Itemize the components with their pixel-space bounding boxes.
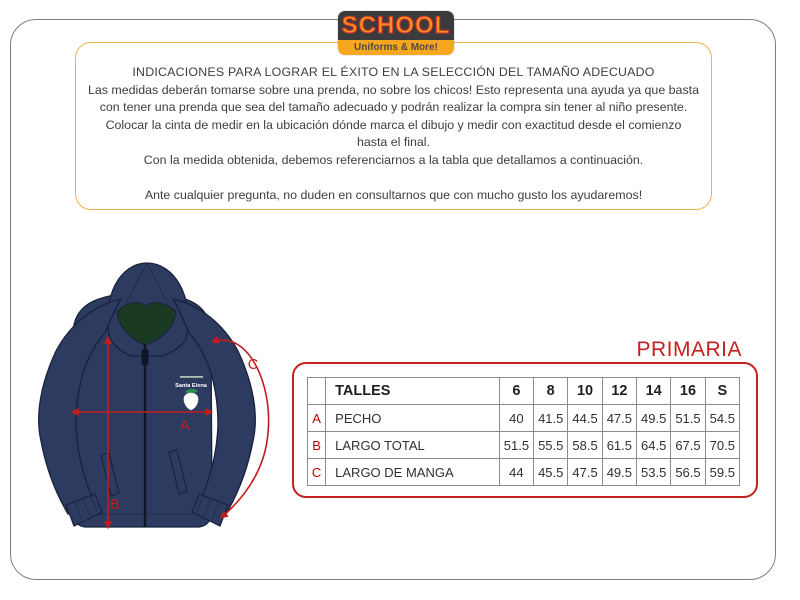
row-label: LARGO TOTAL	[326, 432, 500, 459]
table-header-row	[308, 378, 740, 405]
row-label: PECHO	[326, 405, 500, 432]
instructions-box	[75, 42, 712, 210]
measure-c-label: C	[247, 357, 259, 373]
size-table-frame	[292, 362, 758, 498]
instructions-line: con tener una prenda que sea del tamaño adecuado y podrán realizar la compra sin tener al niño presente.	[99, 100, 688, 115]
header-size-cell: 14	[637, 378, 671, 405]
value-cell: 40	[499, 405, 533, 432]
instructions-line: Colocar la cinta de medir en la ubicación dónde marca el dibujo y medir con exactitud desde el comienzo	[105, 117, 682, 132]
instructions-title: INDICACIONES PARA LOGRAR EL ÉXITO EN LA SELECCIÓN DEL TAMAÑO ADECUADO	[132, 65, 655, 79]
measure-b-label: B	[110, 497, 120, 513]
header-label-cell: TALLES	[326, 378, 500, 405]
measure-a-label: A	[180, 418, 190, 434]
value-cell: 45.5	[534, 459, 568, 486]
value-cell: 54.5	[705, 405, 739, 432]
table-row	[308, 405, 740, 432]
instructions-line: Las medidas deberán tomarse sobre una prenda, no sobre los chicos! Esto representa una ayuda ya que basta	[88, 82, 699, 97]
value-cell: 56.5	[671, 459, 705, 486]
value-cell: 53.5	[637, 459, 671, 486]
header-size-cell: 12	[602, 378, 636, 405]
header-size-cell: S	[705, 378, 739, 405]
logo-tagline: Uniforms & More!	[338, 40, 454, 55]
value-cell: 58.5	[568, 432, 602, 459]
value-cell: 49.5	[602, 459, 636, 486]
value-cell: 41.5	[534, 405, 568, 432]
header-size-cell: 10	[568, 378, 602, 405]
row-letter: A	[308, 405, 326, 432]
header-size-cell: 16	[671, 378, 705, 405]
school-logo	[338, 11, 454, 55]
instructions-line: Con la medida obtenida, debemos referenciarnos a la tabla que detallamos a continuación.	[143, 152, 644, 167]
row-label: LARGO DE MANGA	[326, 459, 500, 486]
logo-box	[338, 11, 454, 40]
value-cell: 49.5	[637, 405, 671, 432]
value-cell: 44	[499, 459, 533, 486]
value-cell: 67.5	[671, 432, 705, 459]
header-size-cell: 8	[534, 378, 568, 405]
value-cell: 47.5	[602, 405, 636, 432]
logo-title: SCHOOL	[341, 12, 451, 39]
header-letter-cell	[308, 378, 326, 405]
instructions-line: hasta el final.	[356, 135, 430, 150]
size-table	[307, 377, 740, 486]
instructions-line: Ante cualquier pregunta, no duden en consultarnos que con mucho gusto los ayudaremos!	[144, 188, 643, 203]
table-row	[308, 459, 740, 486]
value-cell: 51.5	[499, 432, 533, 459]
instructions-spacer	[76, 170, 711, 188]
value-cell: 59.5	[705, 459, 739, 486]
value-cell: 55.5	[534, 432, 568, 459]
value-cell: 61.5	[602, 432, 636, 459]
zipper-pull	[142, 349, 149, 365]
brand-name: Santa Elena	[175, 383, 207, 389]
section-title-primaria: PRIMARIA	[636, 338, 742, 361]
value-cell: 70.5	[705, 432, 739, 459]
row-letter: C	[308, 459, 326, 486]
brand-topline	[180, 376, 203, 378]
value-cell: 44.5	[568, 405, 602, 432]
header-size-cell: 6	[499, 378, 533, 405]
row-letter: B	[308, 432, 326, 459]
value-cell: 64.5	[637, 432, 671, 459]
value-cell: 47.5	[568, 459, 602, 486]
value-cell: 51.5	[671, 405, 705, 432]
jacket-diagram	[25, 243, 295, 548]
table-row	[308, 432, 740, 459]
